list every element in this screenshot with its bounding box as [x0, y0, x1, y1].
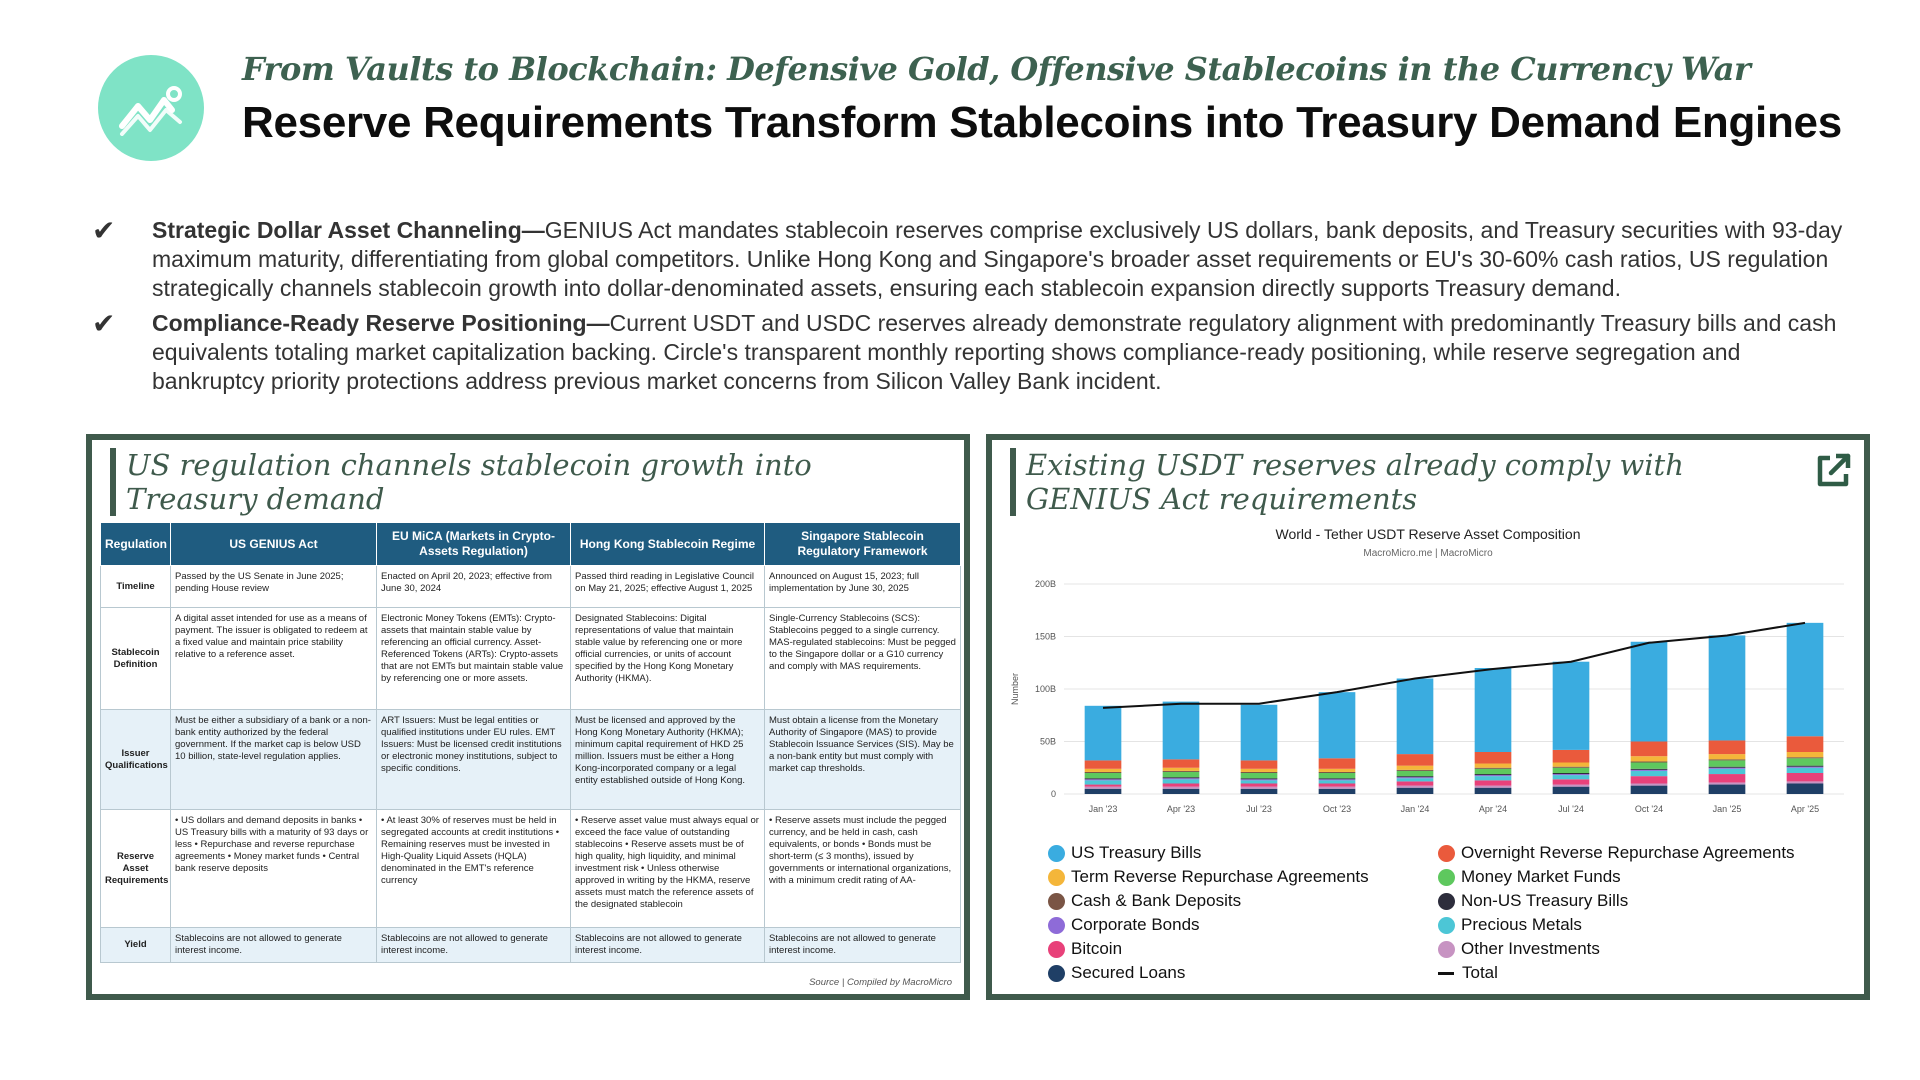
- bar-segment: [1319, 779, 1356, 780]
- y-tick-label: 150B: [1034, 631, 1056, 642]
- bar-segment: [1085, 778, 1122, 779]
- bar-segment: [1319, 758, 1356, 769]
- bar-segment: [1163, 777, 1200, 778]
- bar-segment: [1241, 784, 1278, 787]
- bar-segment: [1787, 752, 1824, 757]
- legend-dot-swatch: [1438, 941, 1455, 958]
- bar-segment: [1319, 787, 1356, 789]
- bar-segment: [1787, 757, 1824, 758]
- panel-title: US regulation channels stablecoin growth into Treasury demand: [110, 448, 890, 516]
- table-cell: Passed third reading in Legislative Council on May 21, 2025; effective August 1, 2025: [571, 566, 765, 608]
- bar-segment: [1787, 781, 1824, 783]
- legend-item[interactable]: [1048, 938, 1438, 960]
- legend-dot-swatch: [1048, 893, 1065, 910]
- bar-segment: [1787, 736, 1824, 752]
- bar-segment: [1319, 772, 1356, 773]
- bar-segment: [1709, 754, 1746, 759]
- table-cell: Must be either a subsidiary of a bank or a non-bank entity authorized by the federal government. If the market cap is below USD 10 billion, state-level regulation applies.: [171, 710, 377, 810]
- x-tick-label: Apr '25: [1790, 804, 1820, 814]
- bar-segment: [1319, 773, 1356, 778]
- y-tick-label: 100B: [1034, 684, 1056, 694]
- column-header: EU MiCA (Markets in Crypto-Assets Regulation): [377, 523, 571, 566]
- table-cell: Single-Currency Stablecoins (SCS): Stablecoins pegged to a single currency. MAS-regulated stablecoins: Must be pegged to the Singapore dollar or a G10 currency and comply with MAS requirements.: [765, 608, 961, 710]
- legend-dot-swatch: [1438, 917, 1455, 934]
- bar-segment: [1553, 774, 1590, 775]
- column-header: US GENIUS Act: [171, 523, 377, 566]
- legend-line-swatch: [1438, 972, 1454, 975]
- bar-segment: [1241, 773, 1278, 778]
- table-cell: • Reserve asset value must always equal or exceed the face value of outstanding stablecoins • Reserve assets must be of high quality, high liquidity, and minimal investment risk • Unless otherwise approved in writing by the HKMA, reserve assets must match the reference assets of the designated stablecoin: [571, 810, 765, 928]
- bar-segment: [1319, 780, 1356, 783]
- row-label: Yield: [101, 928, 171, 963]
- bar-segment: [1787, 784, 1824, 795]
- table-row: [101, 810, 961, 928]
- bar-segment: [1631, 771, 1668, 776]
- bar-segment: [1397, 766, 1434, 770]
- x-tick-label: Jul '24: [1558, 804, 1584, 814]
- bar-segment: [1163, 779, 1200, 783]
- row-label: Issuer Qualifications: [101, 710, 171, 810]
- table-cell: • US dollars and demand deposits in banks • US Treasury bills with a maturity of 93 days or less • Repurchase and reverse repurchase agreements • Money market funds • Central bank reserve deposits: [171, 810, 377, 928]
- legend-label: Bitcoin: [1071, 939, 1123, 958]
- bar-segment: [1553, 785, 1590, 787]
- external-link-icon[interactable]: [1812, 450, 1854, 492]
- panel-title: Existing USDT reserves already comply with GENIUS Act requirements: [1010, 448, 1770, 516]
- bar-segment: [1085, 706, 1122, 761]
- bar-segment: [1319, 778, 1356, 779]
- bar-segment: [1709, 785, 1746, 794]
- legend-item[interactable]: [1438, 914, 1838, 936]
- bar-segment: [1397, 781, 1434, 785]
- x-tick-label: Jan '23: [1088, 804, 1118, 814]
- bar-segment: [1709, 774, 1746, 782]
- table-header-row: [101, 523, 961, 566]
- bar-segment: [1163, 771, 1200, 772]
- row-label: Reserve Asset Requirements: [101, 810, 171, 928]
- bar-segment: [1085, 773, 1122, 778]
- table-cell: Must be licensed and approved by the Hong Kong Monetary Authority (HKMA); minimum capital requirement of HKD 25 million. Issuers must be either a Hong Kong-incorporated company or a legal entity established outside of Hong Kong.: [571, 710, 765, 810]
- table-cell: Passed by the US Senate in June 2025; pending House review: [171, 566, 377, 608]
- checkmark-icon: ✔: [92, 215, 116, 246]
- bar-segment: [1475, 786, 1512, 788]
- x-tick-label: Apr '23: [1166, 804, 1196, 814]
- bullet-item: [88, 309, 1858, 396]
- x-tick-label: Apr '24: [1478, 804, 1508, 814]
- column-header: Hong Kong Stablecoin Regime: [571, 523, 765, 566]
- presentation-kicker: From Vaults to Blockchain: Defensive Gold, Offensive Stablecoins in the Currency War: [242, 50, 1751, 88]
- legend-label: Cash & Bank Deposits: [1071, 891, 1242, 910]
- bar-segment: [1553, 767, 1590, 768]
- brand-logo: [98, 55, 204, 161]
- bar-segment: [1787, 773, 1824, 781]
- bar-segment: [1319, 784, 1356, 787]
- legend-label: Term Reverse Repurchase Agreements: [1071, 867, 1369, 886]
- legend-dot-swatch: [1438, 893, 1455, 910]
- x-tick-label: Jul '23: [1246, 804, 1272, 814]
- bar-segment: [1709, 760, 1746, 766]
- bar-segment: [1709, 782, 1746, 784]
- y-tick-label: 200B: [1034, 579, 1056, 589]
- legend-dot-swatch: [1048, 845, 1065, 862]
- table-cell: Electronic Money Tokens (EMTs): Crypto-assets that maintain stable value by referencing an official currency. Asset-Referenced Tokens (ARTs): Crypto-assets that are not EMTs but maintain stable value by referencing one or more assets.: [377, 608, 571, 710]
- regulation-comparison-panel: [86, 434, 970, 1000]
- legend-label: Precious Metals: [1461, 915, 1582, 934]
- chart-legend: [1048, 842, 1848, 984]
- table-cell: • At least 30% of reserves must be held in segregated accounts at credit institutions • Remaining reserves must be invested in High-Quality Liquid Assets (HQLA) denominated in the EMT's reference currency: [377, 810, 571, 928]
- trend-chart-icon: [116, 80, 186, 136]
- column-header: Regulation: [101, 523, 171, 566]
- bar-segment: [1085, 785, 1122, 787]
- table-cell: Designated Stablecoins: Digital representations of value that maintain stable value by referencing one or more official currencies, or units of account specified by the Hong Kong Monetary Authority (HKMA).: [571, 608, 765, 710]
- legend-item[interactable]: [1048, 866, 1438, 888]
- bar-segment: [1397, 770, 1434, 771]
- bar-segment: [1631, 742, 1668, 757]
- bar-segment: [1631, 642, 1668, 742]
- legend-dot-swatch: [1048, 917, 1065, 934]
- bar-segment: [1163, 789, 1200, 794]
- slide-title: Reserve Requirements Transform Stablecoins into Treasury Demand Engines: [242, 98, 1842, 147]
- usdt-reserves-panel: [986, 434, 1870, 1000]
- y-tick-label: 0: [1050, 789, 1056, 799]
- x-tick-label: Jan '25: [1712, 804, 1742, 814]
- row-label: Stablecoin Definition: [101, 608, 171, 710]
- bar-segment: [1709, 740, 1746, 754]
- bar-segment: [1163, 702, 1200, 760]
- legend-item[interactable]: [1048, 962, 1438, 984]
- table-cell: A digital asset intended for use as a means of payment. The issuer is obligated to redeem at a fixed value and maintain price stability relative to a reference asset.: [171, 608, 377, 710]
- y-axis-label: Number: [1010, 672, 1020, 706]
- bar-segment: [1475, 788, 1512, 794]
- legend-item[interactable]: [1438, 962, 1838, 984]
- bullet-text: GENIUS Act mandates stablecoin reserves comprise exclusively US dollars, bank deposits, and Treasury securities with 93-day maximum maturity, differentiating from global competitors. Unlike Hong Kong and Singapore's broader asset requirements or EU's 30-60% cash ratios, US regulation strategically channels stablecoin growth into dollar-denominated assets, ensuring each stablecoin expansion directly supports Treasury demand.: [152, 217, 1843, 301]
- bar-segment: [1709, 759, 1746, 760]
- x-tick-label: Jan '24: [1400, 804, 1430, 814]
- bar-segment: [1241, 705, 1278, 761]
- bar-segment: [1241, 779, 1278, 780]
- legend-label: US Treasury Bills: [1071, 843, 1202, 862]
- bar-segment: [1085, 779, 1122, 780]
- bar-segment: [1475, 780, 1512, 785]
- reserve-composition-chart: [992, 562, 1864, 840]
- legend-dot-swatch: [1438, 845, 1455, 862]
- bar-segment: [1163, 787, 1200, 789]
- bar-segment: [1787, 767, 1824, 768]
- bar-segment: [1475, 764, 1512, 768]
- bar-segment: [1475, 668, 1512, 752]
- bullet-list: [88, 216, 1858, 402]
- bar-segment: [1631, 761, 1668, 762]
- bar-segment: [1397, 778, 1434, 781]
- table-row: [101, 608, 961, 710]
- bar-segment: [1553, 775, 1590, 779]
- bar-segment: [1475, 769, 1512, 774]
- bar-segment: [1787, 766, 1824, 767]
- bar-segment: [1631, 784, 1668, 786]
- bar-segment: [1241, 769, 1278, 772]
- legend-label: Overnight Reverse Repurchase Agreements: [1461, 843, 1795, 862]
- bar-segment: [1553, 763, 1590, 767]
- legend-item[interactable]: [1438, 866, 1838, 888]
- bar-segment: [1553, 779, 1590, 784]
- bar-segment: [1709, 768, 1746, 769]
- legend-label: Non-US Treasury Bills: [1461, 891, 1629, 910]
- chart-title: World - Tether USDT Reserve Asset Composition: [1275, 526, 1581, 542]
- bar-segment: [1787, 623, 1824, 736]
- legend-item[interactable]: [1048, 842, 1438, 864]
- legend-item[interactable]: [1438, 938, 1838, 960]
- bar-segment: [1085, 789, 1122, 794]
- bar-segment: [1475, 768, 1512, 769]
- bar-segment: [1163, 768, 1200, 771]
- bar-segment: [1319, 789, 1356, 794]
- bar-segment: [1709, 635, 1746, 740]
- bullet-lead: Strategic Dollar Asset Channeling—: [152, 217, 545, 243]
- bar-segment: [1319, 769, 1356, 772]
- table-row: [101, 710, 961, 810]
- bullet-text: Current USDT and USDC reserves already demonstrate regulatory alignment with predominantly Treasury bills and cash equivalents totaling market capitalization backing. Circle's transparent monthly reporting shows compliance-ready positioning, while reserve segregation and bankruptcy priority protections address previous market concerns from Silicon Valley Bank incident.: [152, 310, 1837, 394]
- bar-segment: [1163, 778, 1200, 779]
- bar-segment: [1631, 776, 1668, 783]
- bar-segment: [1241, 778, 1278, 779]
- bar-segment: [1475, 752, 1512, 764]
- legend-label: Other Investments: [1461, 939, 1600, 958]
- bar-segment: [1787, 758, 1824, 765]
- legend-dot-swatch: [1048, 965, 1065, 982]
- bar-segment: [1553, 768, 1590, 773]
- bar-segment: [1085, 780, 1122, 784]
- legend-item[interactable]: [1438, 890, 1838, 912]
- column-header: Singapore Stablecoin Regulatory Framework: [765, 523, 961, 566]
- bar-segment: [1085, 772, 1122, 773]
- table-cell: Stablecoins are not allowed to generate interest income.: [571, 928, 765, 963]
- legend-item[interactable]: [1048, 890, 1438, 912]
- bar-segment: [1631, 770, 1668, 771]
- bar-segment: [1397, 754, 1434, 766]
- bullet-item: [88, 216, 1858, 303]
- table-cell: Stablecoins are not allowed to generate interest income.: [171, 928, 377, 963]
- bar-segment: [1163, 772, 1200, 777]
- bar-segment: [1319, 692, 1356, 758]
- bar-segment: [1475, 776, 1512, 780]
- table-source: Source | Compiled by MacroMicro: [809, 977, 952, 988]
- x-tick-label: Oct '24: [1634, 804, 1664, 814]
- bar-segment: [1553, 750, 1590, 763]
- regulation-table: [100, 522, 961, 963]
- table-cell: ART Issuers: Must be legal entities or qualified institutions under EU rules. EMT Issuers: Must be licensed credit institutions or electronic money institutions, subject to specific conditions.: [377, 710, 571, 810]
- legend-item[interactable]: [1048, 914, 1438, 936]
- legend-dot-swatch: [1048, 869, 1065, 886]
- bar-segment: [1397, 776, 1434, 777]
- bar-segment: [1709, 769, 1746, 774]
- x-tick-label: Oct '23: [1322, 804, 1352, 814]
- bar-segment: [1085, 760, 1122, 768]
- legend-label: Money Market Funds: [1461, 867, 1621, 886]
- bar-segment: [1241, 760, 1278, 768]
- legend-dot-swatch: [1438, 869, 1455, 886]
- bar-segment: [1397, 771, 1434, 776]
- table-cell: Stablecoins are not allowed to generate interest income.: [765, 928, 961, 963]
- bar-segment: [1163, 759, 1200, 767]
- bar-segment: [1241, 787, 1278, 789]
- bar-segment: [1553, 773, 1590, 774]
- bar-segment: [1397, 679, 1434, 755]
- table-cell: Enacted on April 20, 2023; effective from June 30, 2024: [377, 566, 571, 608]
- bar-segment: [1553, 787, 1590, 794]
- bar-segment: [1241, 772, 1278, 773]
- bar-segment: [1397, 777, 1434, 778]
- table-row: [101, 928, 961, 963]
- bar-segment: [1787, 768, 1824, 773]
- table-cell: Stablecoins are not allowed to generate interest income.: [377, 928, 571, 963]
- row-label: Timeline: [101, 566, 171, 608]
- y-tick-label: 50B: [1039, 736, 1056, 747]
- bar-segment: [1241, 789, 1278, 794]
- legend-label: Corporate Bonds: [1071, 915, 1200, 934]
- bar-segment: [1475, 775, 1512, 776]
- bar-segment: [1631, 763, 1668, 769]
- legend-label: Total: [1462, 963, 1498, 982]
- bullet-lead: Compliance-Ready Reserve Positioning—: [152, 310, 610, 336]
- chart-subtitle: MacroMicro.me | MacroMicro: [1363, 548, 1493, 559]
- legend-dot-swatch: [1048, 941, 1065, 958]
- bar-segment: [1631, 786, 1668, 794]
- table-cell: Announced on August 15, 2023; full implementation by June 30, 2025: [765, 566, 961, 608]
- bar-segment: [1397, 788, 1434, 794]
- table-cell: • Reserve assets must include the pegged currency, and be held in cash, cash equivalents, or bonds • Bonds must be short-term (≤ 3 months), issued by governments or international organizations, with a minimum credit rating of AA-: [765, 810, 961, 928]
- bar-segment: [1709, 767, 1746, 768]
- total-line: [1103, 623, 1805, 708]
- bar-segment: [1631, 769, 1668, 770]
- table-cell: Must obtain a license from the Monetary Authority of Singapore (MAS) to provide Stablecoin Issuance Services (SIS). May be a non-bank entity but must comply with market cap thresholds.: [765, 710, 961, 810]
- bar-segment: [1475, 774, 1512, 775]
- bar-segment: [1085, 769, 1122, 772]
- table-row: [101, 566, 961, 608]
- bar-segment: [1553, 662, 1590, 750]
- legend-item[interactable]: [1438, 842, 1838, 864]
- bar-segment: [1631, 756, 1668, 761]
- checkmark-icon: ✔: [92, 308, 116, 339]
- bar-segment: [1085, 787, 1122, 789]
- bar-segment: [1163, 784, 1200, 787]
- bar-segment: [1241, 780, 1278, 783]
- bar-segment: [1397, 786, 1434, 788]
- legend-label: Secured Loans: [1071, 963, 1186, 982]
